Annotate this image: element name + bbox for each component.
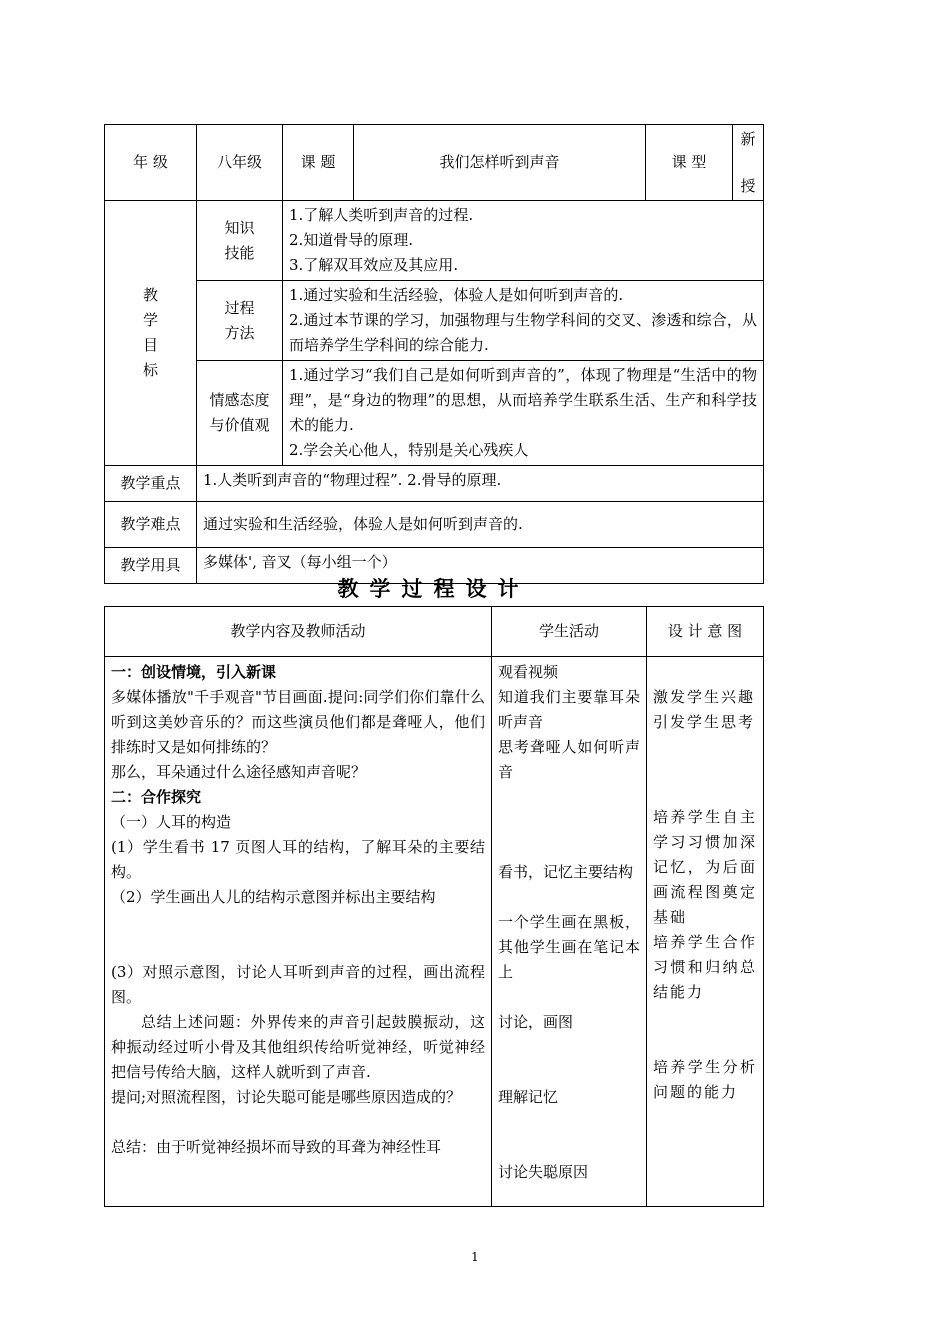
section-2-paragraph-1: (1）学生看书 17 页图人耳的结构，了解耳朵的主要结构。 — [111, 838, 485, 881]
section-2-question: 提问;对照流程图，讨论失聪可能是哪些原因造成的？ — [111, 1088, 462, 1106]
section-2-summary: 总结上述问题：外界传来的声音引起鼓膜振动，这种振动经过听小骨及其他组织传给听觉神经，听觉神经把信号传给大脑，这样人就听到了声音. — [111, 1013, 485, 1081]
topic-value: 我们怎样听到声音 — [354, 125, 646, 201]
topic-label: 课 题 — [283, 125, 354, 201]
section-2-title: 二：合作探究 — [111, 788, 202, 806]
section-2-paragraph-2: （2）学生画出人儿的结构示意图并标出主要结构 — [111, 888, 436, 906]
emotion-label-1: 情感态度 — [209, 391, 270, 409]
grade-value: 八年级 — [197, 125, 283, 201]
knowledge-item-2: 2.知道骨导的原理. — [289, 231, 414, 249]
section-1-title: 一：创设情境，引入新课 — [111, 663, 277, 681]
emotion-label-2: 与价值观 — [209, 416, 270, 434]
knowledge-item-1: 1.了解人类听到声音的过程. — [289, 206, 474, 224]
student-activity-8: 讨论失聪原因 — [498, 1163, 589, 1181]
objectives-label-char-2: 学 — [142, 311, 158, 329]
student-activity-6: 讨论，画图 — [498, 1013, 574, 1031]
emotion-label — [197, 361, 283, 466]
key-points-label: 教学重点 — [105, 466, 197, 502]
content-cell — [105, 657, 492, 1207]
emotion-item-2: 2.学会关心他人，特别是关心残疾人 — [289, 441, 529, 459]
intent-1: 激发学生兴趣 — [653, 688, 756, 706]
lesson-info-table — [104, 124, 764, 584]
emotion-item-1: 1.通过学习“我们自己是如何听到声音的”，体现了物理是“生活中的物理”，是“身边的物理”的思想，从而培养学生联系生活、生产和科学技术的能力. — [289, 366, 757, 434]
process-label-2: 方法 — [224, 323, 255, 342]
process-table — [104, 606, 764, 1207]
objectives-label — [105, 201, 197, 466]
type-value-line-2: 授 — [740, 176, 756, 195]
intent-4: 培养学生合作习惯和归纳总结能力 — [653, 933, 757, 1001]
tools-value: 多媒体', 音叉（每小组一个） — [197, 548, 764, 584]
knowledge-label — [197, 201, 283, 281]
process-content — [283, 281, 764, 361]
type-label: 课 型 — [646, 125, 733, 201]
student-activity-4: 看书，记忆主要结构 — [498, 863, 634, 881]
student-cell — [492, 657, 647, 1207]
section-2-paragraph-3: (3）对照示意图，讨论人耳听到声音的过程，画出流程图。 — [111, 963, 485, 1006]
tools-label: 教学用具 — [105, 548, 197, 584]
knowledge-item-3: 3.了解双耳效应及其应用. — [289, 256, 459, 274]
process-item-1: 1.通过实验和生活经验，体验人是如何听到声音的. — [289, 286, 624, 304]
student-activity-7: 理解记忆 — [498, 1088, 559, 1106]
page-number: 1 — [471, 1250, 479, 1264]
difficulties-value: 通过实验和生活经验，体验人是如何听到声音的. — [197, 502, 764, 548]
student-activity-2: 知道我们主要靠耳朵听声音 — [498, 688, 640, 731]
emotion-content — [283, 361, 764, 466]
knowledge-label-1: 知识 — [224, 218, 255, 237]
student-activity-5: 一个学生画在黑板，其他学生画在笔记本上 — [498, 913, 640, 981]
header-content: 教学内容及教师活动 — [105, 607, 492, 657]
knowledge-content — [283, 201, 764, 281]
type-value — [733, 125, 764, 201]
objectives-label-char-4: 标 — [142, 361, 158, 379]
objectives-label-char-3: 目 — [142, 336, 158, 354]
knowledge-label-2: 技能 — [224, 243, 255, 262]
student-activity-1: 观看视频 — [498, 663, 559, 681]
section-1-paragraph-2: 那么，耳朵通过什么途径感知声音呢？ — [111, 763, 367, 781]
intent-3: 培养学生自主学习习惯加深记忆，为后面画流程图奠定基础 — [653, 808, 757, 926]
header-intent: 设 计 意 图 — [647, 607, 764, 657]
section-2-conclusion: 总结：由于听觉神经损坏而导致的耳聋为神经性耳 — [111, 1138, 442, 1156]
grade-label: 年 级 — [105, 125, 197, 201]
intent-cell — [647, 657, 764, 1207]
process-label — [197, 281, 283, 361]
intent-5: 培养学生分析问题的能力 — [653, 1058, 757, 1101]
objectives-label-char-1: 教 — [142, 286, 158, 304]
process-label-1: 过程 — [224, 298, 255, 317]
key-points-value: 1.人类听到声音的“物理过程”. 2.骨导的原理. — [197, 466, 764, 502]
type-value-line-1: 新 — [740, 129, 756, 148]
section-2-subtitle: （一）人耳的构造 — [111, 813, 232, 831]
header-student: 学生活动 — [492, 607, 647, 657]
process-title: 教学过程设计 — [337, 577, 530, 601]
section-1-paragraph-1: 多媒体播放"千手观音"节目画面.提问:同学们你们靠什么听到这美妙音乐的？而这些演员他们都是聋哑人，他们排练时又是如何排练的？ — [111, 688, 485, 756]
student-activity-3: 思考聋哑人如何听声音 — [498, 738, 640, 781]
difficulties-label: 教学难点 — [105, 502, 197, 548]
process-item-2: 2.通过本节课的学习，加强物理与生物学科间的交叉、渗透和综合，从而培养学生学科间的综合能力. — [289, 311, 757, 354]
intent-2: 引发学生思考 — [653, 713, 756, 731]
